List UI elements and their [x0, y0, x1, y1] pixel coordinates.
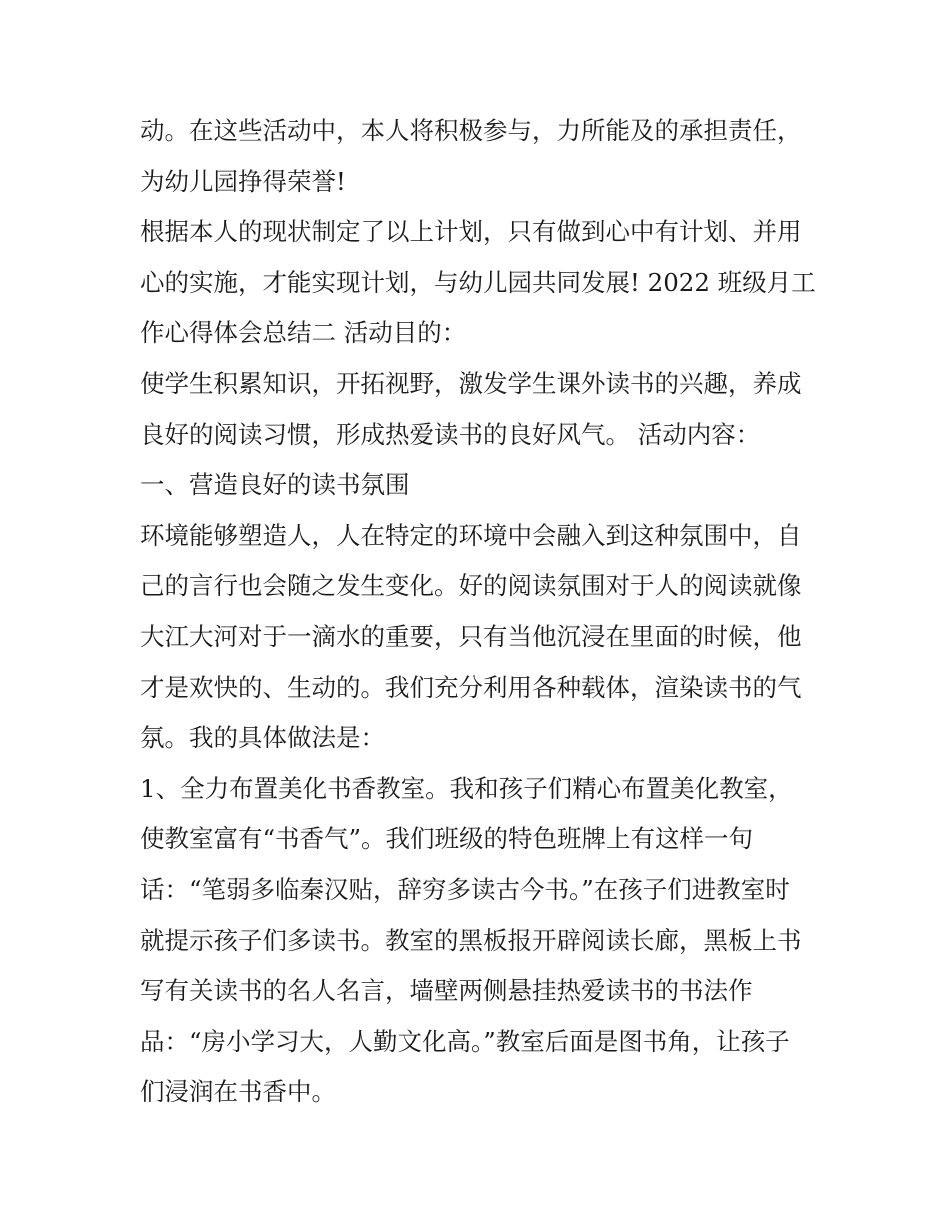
text-line: 动。在这些活动中，本人将积极参与，力所能及的承担责任，: [140, 116, 802, 145]
text-line: 己的言行也会随之发生变化。好的阅读氛围对于人的阅读就像: [140, 571, 802, 601]
text-line: 良好的阅读习惯，形成热爱读书的良好风气。 活动内容：: [140, 419, 761, 449]
text-line: 使学生积累知识，开拓视野，激发学生课外读书的兴趣，养成: [140, 368, 802, 398]
text-line: 使教室富有“书香气”。我们班级的特色班牌上有这样一句: [140, 824, 754, 854]
text-line: 就提示孩子们多读书。教室的黑板报开辟阅读长廊，黑板上书: [140, 925, 802, 955]
text-line: 作心得体会总结二 活动目的：: [140, 318, 467, 348]
text-line: 1、全力布置美化书香教室。我和孩子们精心布置美化教室，: [140, 773, 793, 803]
text-line: 品：“房小学习大，人勤文化高。”教室后面是图书角，让孩子: [140, 1026, 790, 1056]
text-line: 大江大河对于一滴水的重要，只有当他沉浸在里面的时候，他: [140, 621, 802, 651]
text-line: 根据本人的现状制定了以上计划，只有做到心中有计划、并用: [140, 217, 802, 247]
text-line: 写有关读书的名人名言，墙壁两侧悬挂热爱读书的书法作: [140, 976, 753, 1006]
text-line: 环境能够塑造人，人在特定的环境中会融入到这种氛围中，自: [140, 520, 802, 550]
section-heading: 一、营造良好的读书氛围: [140, 470, 410, 500]
text-line: 心的实施，才能实现计划，与幼儿园共同发展! 2022 班级月工: [140, 267, 816, 297]
document-body: [140, 106, 820, 1118]
text-line: 们浸润在书香中。: [140, 1077, 336, 1107]
text-line: 才是欢快的、生动的。我们充分利用各种载体，渲染读书的气: [140, 672, 802, 702]
text-line: 氛。我的具体做法是：: [140, 723, 385, 753]
text-line: 为幼儿园挣得荣誉!: [140, 166, 346, 196]
text-line: 话：“笔弱多临秦汉贴，辞穷多读古今书。”在孩子们进教室时: [140, 874, 790, 904]
